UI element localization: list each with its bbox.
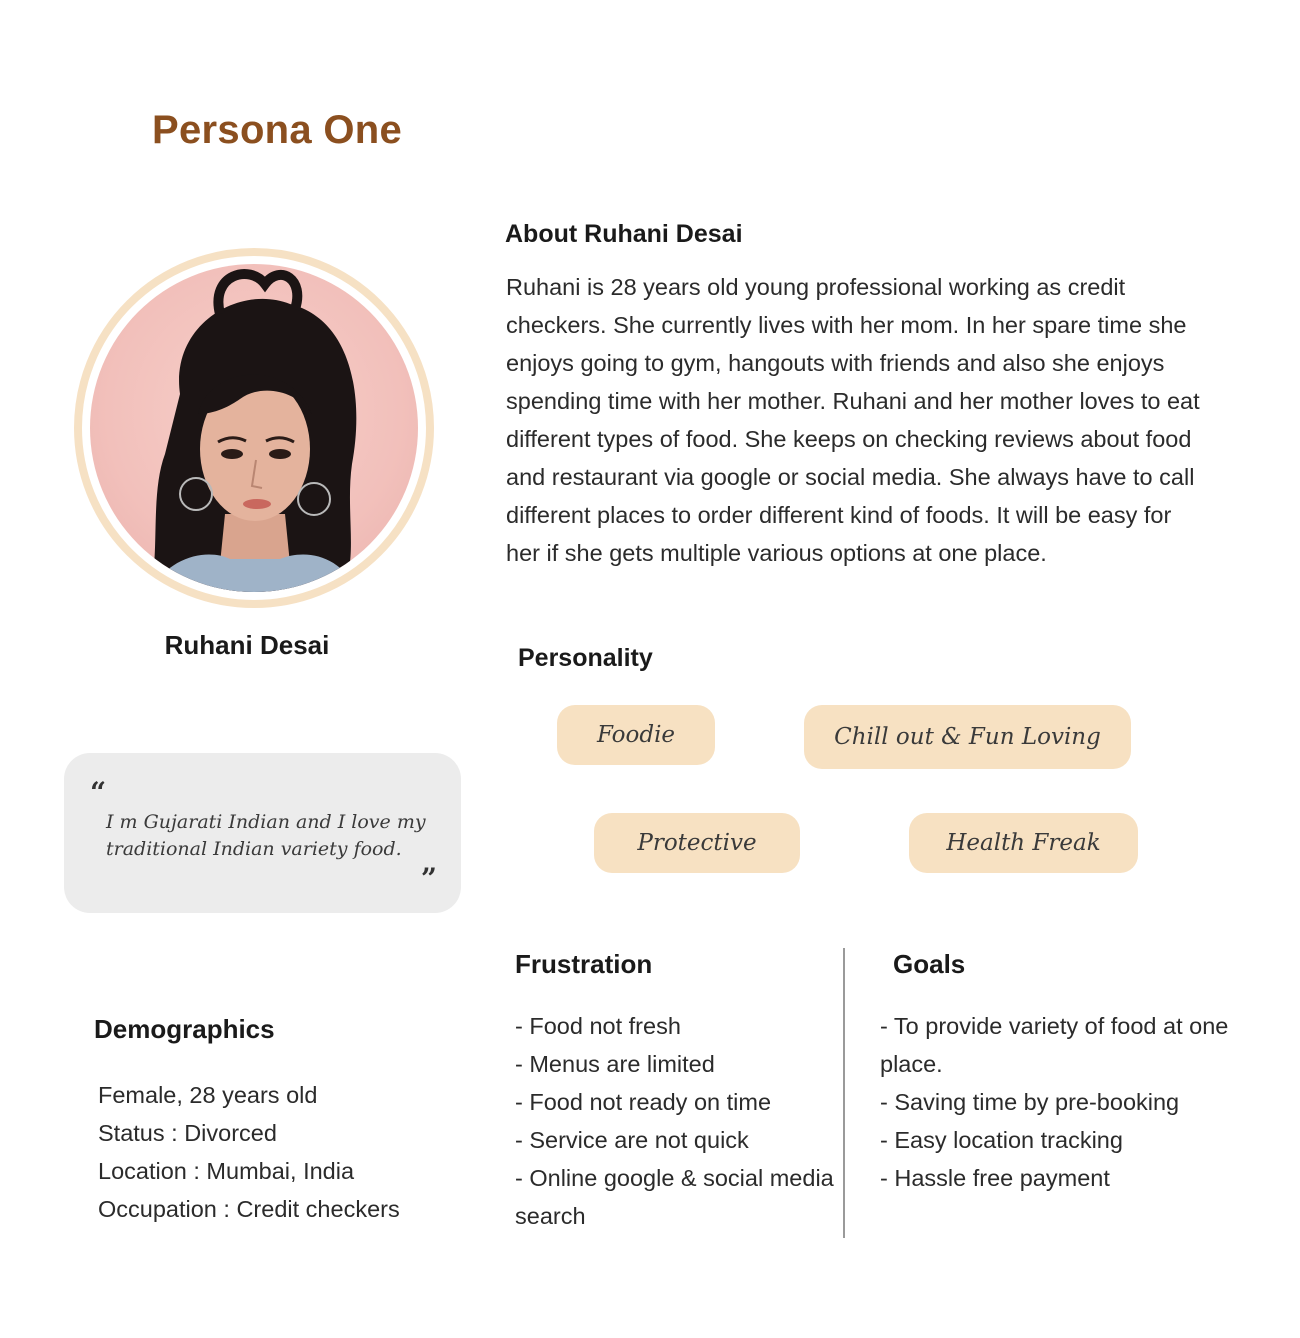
persona-photo bbox=[90, 264, 418, 592]
page-title: Persona One bbox=[152, 108, 403, 152]
goals-item: - Easy location tracking bbox=[880, 1127, 1123, 1153]
goals-heading: Goals bbox=[893, 949, 966, 979]
quote-card bbox=[64, 753, 461, 913]
frustration-heading: Frustration bbox=[515, 949, 653, 979]
persona-portrait-illustration bbox=[90, 264, 418, 592]
goals-list bbox=[880, 1007, 1240, 1197]
frustration-item: - Menus are limited bbox=[515, 1051, 715, 1077]
demographics-item: Female, 28 years old bbox=[98, 1082, 318, 1108]
frustration-item: - Service are not quick bbox=[515, 1127, 749, 1153]
trait-foodie: Foodie bbox=[557, 705, 715, 765]
demographics-item: Status : Divorced bbox=[98, 1120, 277, 1146]
personality-heading: Personality bbox=[518, 644, 653, 672]
trait-protective: Protective bbox=[594, 813, 800, 873]
persona-avatar bbox=[74, 248, 434, 608]
frustration-list bbox=[515, 1007, 835, 1235]
frustration-item: - Food not fresh bbox=[515, 1013, 681, 1039]
trait-health-freak: Health Freak bbox=[909, 813, 1138, 873]
demographics-list bbox=[98, 1076, 400, 1228]
goals-item: - To provide variety of food at one place. bbox=[880, 1013, 1229, 1077]
frustration-item: - Food not ready on time bbox=[515, 1089, 772, 1115]
goals-item: - Saving time by pre-booking bbox=[880, 1089, 1180, 1115]
about-heading: About Ruhani Desai bbox=[505, 220, 743, 248]
persona-quote: I m Gujarati Indian and I love my traditional Indian variety food. bbox=[106, 811, 426, 860]
demographics-heading: Demographics bbox=[94, 1014, 275, 1044]
trait-chill-out-fun-loving: Chill out & Fun Loving bbox=[804, 705, 1131, 769]
goals-item: - Hassle free payment bbox=[880, 1165, 1110, 1191]
close-quote-icon: ” bbox=[420, 862, 437, 895]
persona-name: Ruhani Desai bbox=[164, 630, 330, 660]
about-text: Ruhani is 28 years old young professional working as credit checkers. She currently lives with her mom. In her spare time she enjoys going to gym, hangouts with friends and also she enjoys spending time with her mother. Ruhani and her mother loves to eat different types of food. She keeps on checking reviews about food and restaurant via google or social media. She always have to call different places to order different kind of foods. It will be easy for her if she gets multiple various options at one place. bbox=[506, 274, 1200, 566]
frustration-item: - Online google & social media search bbox=[515, 1165, 834, 1229]
demographics-item: Location : Mumbai, India bbox=[98, 1158, 355, 1184]
open-quote-icon: “ bbox=[90, 776, 107, 809]
section-divider bbox=[843, 948, 845, 1238]
demographics-item: Occupation : Credit checkers bbox=[98, 1196, 400, 1222]
